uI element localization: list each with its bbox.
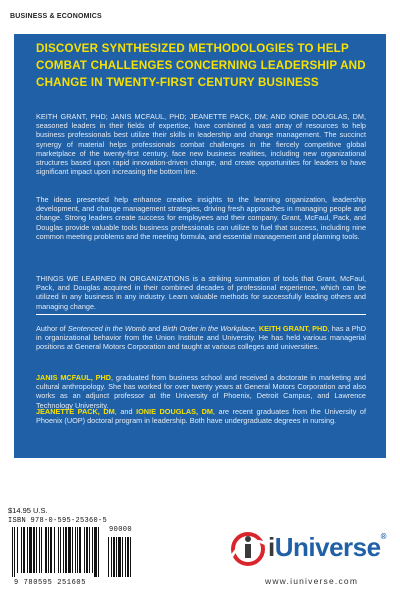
isbn: ISBN 978-0-595-25360-5	[8, 517, 108, 525]
price: $14.95 U.S.	[8, 506, 48, 515]
author-name-mcfaul: JANIS MCFAUL, PHD	[36, 373, 112, 382]
barcode	[8, 527, 138, 579]
bio-janis-mcfaul	[36, 373, 366, 410]
blue-description-panel	[14, 34, 386, 458]
bio-comma: ,	[254, 324, 259, 333]
author-name-pack: JEANETTE PACK, DM	[36, 407, 115, 416]
bio-text-pack-douglas: , are recent graduates from the University of Phoenix (UOP) doctoral program in leadership. Both have undergraduate degrees in nursing.	[36, 407, 366, 426]
bio-keith-grant	[36, 324, 366, 352]
headline: DISCOVER SYNTHESIZED METHODOLOGIES TO HELP COMBAT CHALLENGES CONCERNING LEADERSHIP AND CHANGE IN TWENTY-FIRST CENTURY BUSINESS	[36, 42, 366, 89]
section-divider	[36, 314, 366, 315]
barcode-number: 9 780595 251605	[14, 579, 87, 587]
bio-and: and	[145, 324, 163, 333]
bio-prefix: Author of	[36, 324, 68, 333]
iuniverse-swoosh-icon	[226, 530, 270, 568]
barcode-addon-number: 90000	[109, 526, 133, 534]
bio-text-grant: , has a PhD in organizational behavior from the Union Institute and University. He has held various managerial positions at General Motors Corporation and taught at various colleges and universities.	[36, 324, 366, 352]
bio-text-mcfaul: , graduated from business school and received a doctorate in marketing and cultural anthropology. She has worked for over twenty years at General Motors Corporation and also works as an adjunct professor at the University of Phoenix, Detroit Campus, and Lawrence Technology University.	[36, 373, 366, 410]
bio-and-2: , and	[114, 407, 137, 416]
book-title-1: Sentenced in the Womb	[67, 324, 146, 333]
author-name-grant: KEITH GRANT, PHD	[258, 324, 328, 333]
description-paragraph-1: KEITH GRANT, PHD; JANIS MCFAUL, PHD; JEANETTE PACK, DM; AND IONIE DOUGLAS, DM, seasoned leaders in their fields of expertise, have combined a vast array of resources to help business professionals best utilize their skills in leadership and change management. The succinct synergy of material helps professionals combat challenges in the fiercely competitive global marketplace of the twenty-first century, face new business realities, including new organizational structures based upon rapid innovation-driven change, and create opportunities for leaders to have significant impact upon increasing the bottom line.	[36, 112, 366, 177]
category-label: BUSINESS & ECONOMICS	[10, 13, 102, 20]
iuniverse-logo	[226, 530, 386, 570]
publisher-wordmark: iUniverse®	[268, 532, 386, 562]
book-title-2: Birth Order in the Workplace	[162, 324, 255, 333]
description-paragraph-3: THINGS WE LEARNED IN ORGANIZATIONS is a striking summation of tools that Grant, McFaul, Pack, and Douglas acquired in their combined decades of professional experience, which can be utilized in any business in any industry. Learn valuable methods for successfully leading others and managing change.	[36, 274, 366, 311]
author-name-douglas: IONIE DOUGLAS, DM	[136, 407, 213, 416]
bio-pack-douglas	[36, 407, 366, 425]
publisher-url: www.iuniverse.com	[265, 576, 359, 586]
description-paragraph-2: The ideas presented help enhance creative insights to the learning organization, leadership development, and change management strategies, driving fresh approaches in managing people and change. Strong leaders create success for employees and their company. Grant, McFaul, Pack, and Douglas provide valuable tools business professionals can utilize to fuel that success, including nine common meeting problems and the meeting formula, and essential management and planning tools.	[36, 195, 366, 241]
